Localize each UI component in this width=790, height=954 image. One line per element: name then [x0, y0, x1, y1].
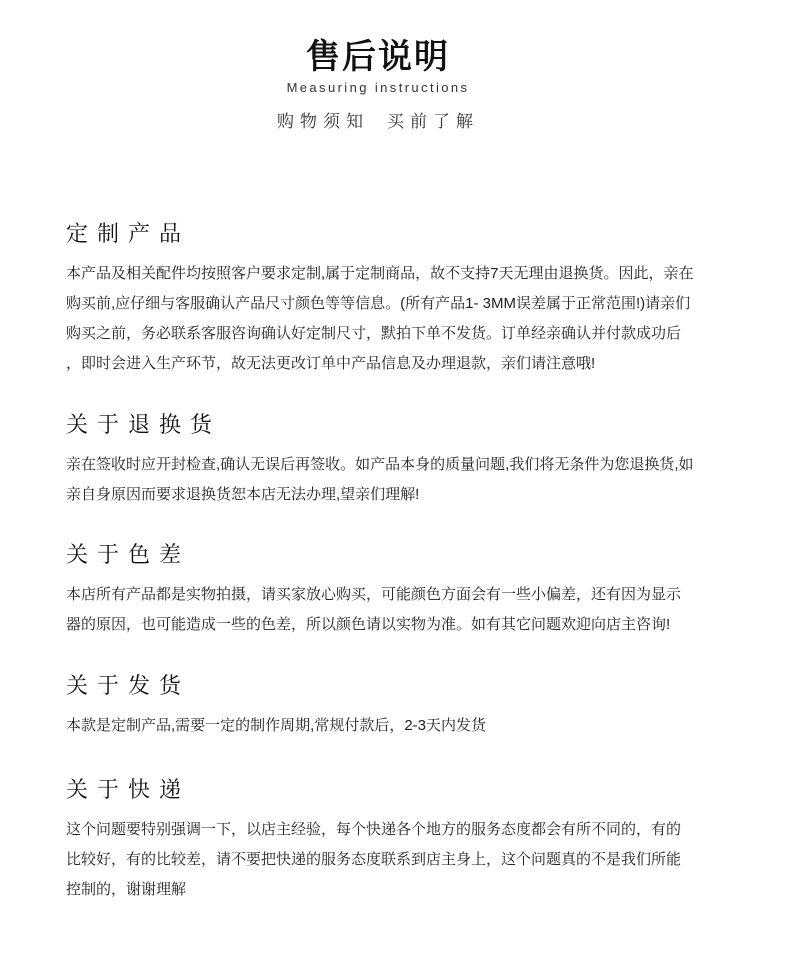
section-custom-products [66, 219, 756, 379]
page-subtitle-cn [0, 107, 756, 132]
body-line: 亲自身原因而要求退换货恕本店无法办理,望亲们理解! [66, 486, 420, 503]
section-heading: 关于发货 [66, 673, 191, 698]
section-heading: 关于色差 [66, 542, 191, 567]
body-line: ，即时会进入生产环节，故无法更改订单中产品信息及办理退款，亲们请注意哦! [66, 355, 596, 372]
body-line: 本款是定制产品,需要一定的制作周期,常规付款后，2-3天内发货 [66, 717, 487, 734]
section-heading: 关于快递 [66, 777, 191, 802]
body-line: 比较好，有的比较差，请不要把快递的服务态度联系到店主身上，这个问题真的不是我们所能 [66, 851, 682, 868]
section-heading: 关于退换货 [66, 412, 222, 437]
body-line: 控制的，谢谢理解 [66, 881, 187, 898]
body-line: 器的原因，也可能造成一些的色差，所以颜色请以实物为准。如有其它问题欢迎向店主咨询! [66, 616, 671, 633]
subtitle-cn-1: 购物须知 [277, 112, 369, 131]
body-line: 亲在签收时应开封检查,确认无误后再签收。如产品本身的质量问题,我们将无条件为您退换货,如 [66, 456, 694, 473]
body-line: 这个问题要特别强调一下，以店主经验，每个快递各个地方的服务态度都会有所不同的，有的 [66, 821, 682, 838]
body-line: 购买之前，务必联系客服咨询确认好定制尺寸，默拍下单不发货。订单经亲确认并付款成功后 [66, 325, 682, 342]
section-shipping [66, 671, 756, 741]
page-subtitle-en: Measuring instructions [286, 80, 470, 95]
section-color-difference [66, 540, 756, 640]
subtitle-cn-2: 买前了解 [387, 112, 479, 131]
section-body [66, 450, 756, 510]
section-body [66, 711, 756, 741]
page-title: 售后说明 [306, 38, 450, 76]
section-body [66, 815, 756, 905]
section-body [66, 580, 756, 640]
section-heading: 定制产品 [66, 221, 191, 246]
section-courier [66, 775, 756, 905]
body-line: 购买前,应仔细与客服确认产品尺寸颜色等等信息。(所有产品1- 3MM误差属于正常范围!)请亲们 [66, 295, 691, 312]
body-line: 本店所有产品都是实物拍摄，请买家放心购买，可能颜色方面会有一些小偏差，还有因为显示 [66, 586, 682, 603]
section-body [66, 259, 756, 379]
section-returns [66, 410, 756, 510]
body-line: 本产品及相关配件均按照客户要求定制,属于定制商品，故不支持7天无理由退换货。因此，亲在 [66, 265, 694, 282]
